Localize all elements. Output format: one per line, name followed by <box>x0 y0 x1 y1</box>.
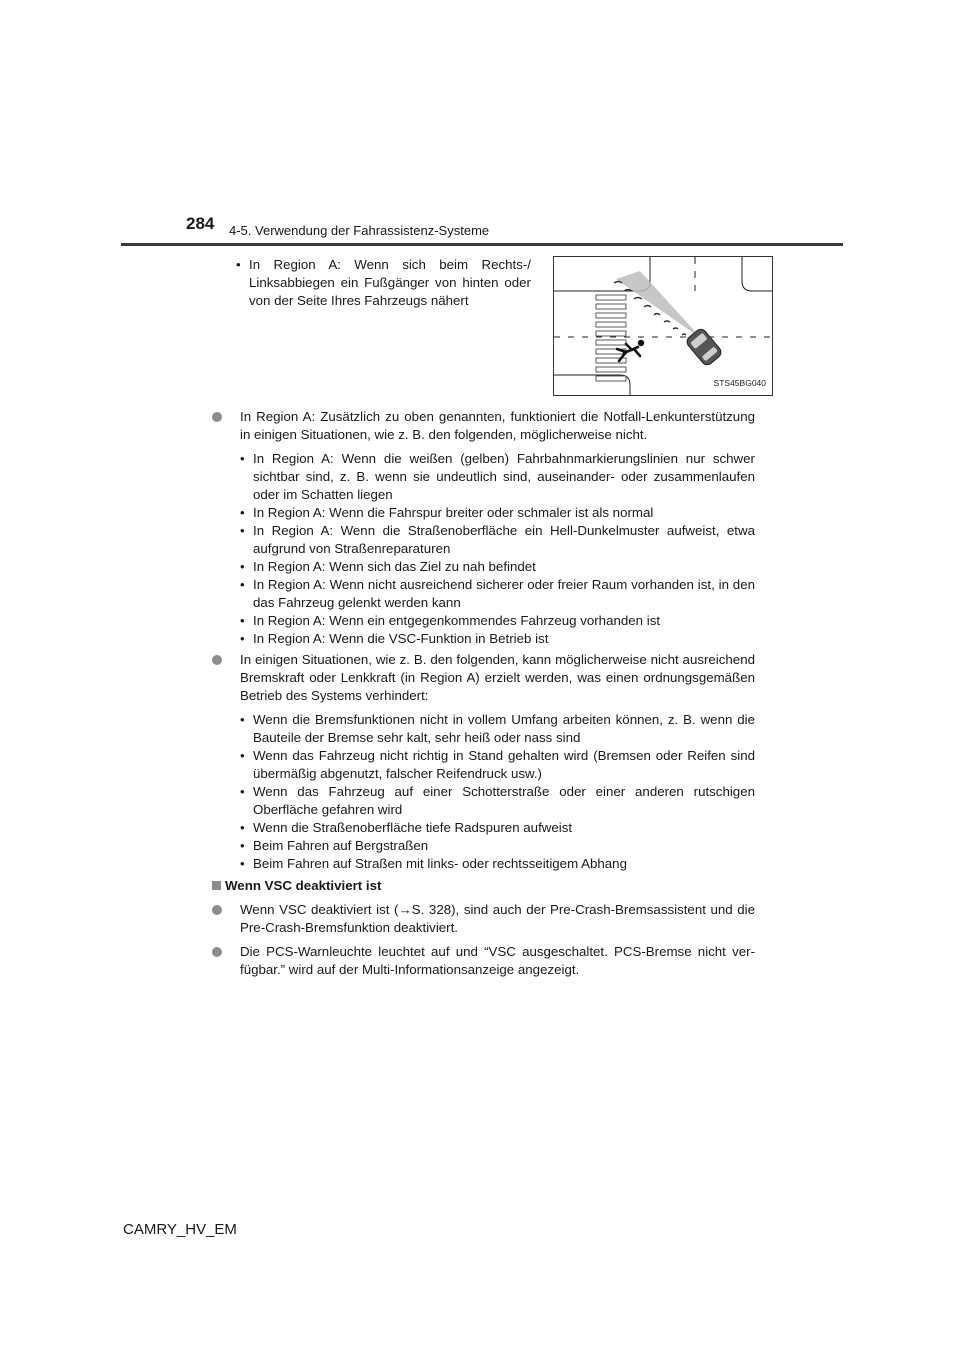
sub-item-text: In Region A: Wenn nicht ausreichend sicherer oder freier Raum vorhanden ist, in den das Fahrzeug gelenkt werden kann <box>253 577 755 610</box>
sub-item <box>240 819 755 837</box>
sub-item <box>240 558 755 576</box>
circle-bullet-icon <box>212 655 222 665</box>
bullet-dot: • <box>240 748 245 763</box>
sub-item-text: Wenn die Straßenoberfläche tiefe Radspuren aufweist <box>253 820 573 835</box>
sub-item-text: In Region A: Wenn die Straßenoberfläche ein Hell-Dunkelmuster aufweist, etwa aufgrund von Straßenreparaturen <box>253 523 755 556</box>
intro-bullet-text: In Region A: Wenn sich beim Rechts-/ Linksabbiegen ein Fußgänger von hinten oder von der Seite Ihres Fahrzeugs nähert <box>249 257 531 308</box>
sub-item <box>240 837 755 855</box>
info-item-text: Die PCS-Warnleuchte leuchtet auf und “VSC ausgeschaltet. PCS-Bremse nicht verfügbar.” wird auf der Multi-Informationsanzeige angezeigt. <box>240 944 755 977</box>
header-rule <box>121 243 843 246</box>
sub-item <box>240 711 755 747</box>
section-heading <box>212 877 755 895</box>
sub-list <box>240 450 755 648</box>
bullet-dot: • <box>240 613 245 628</box>
sub-item-text: In Region A: Wenn die weißen (gelben) Fahrbahnmarkierungslinien nur schwer sichtbar sind, z. B. wenn sie undeutlich sind, auseinander- oder zusammenlaufen oder im Schatten liegen <box>253 451 755 502</box>
figure-code: STS45BG040 <box>713 378 766 388</box>
pedestrian-crossing-figure <box>553 256 773 396</box>
sub-item-text: In Region A: Wenn die VSC-Funktion in Betrieb ist <box>253 631 549 646</box>
bullet-dot: • <box>240 631 245 646</box>
sub-item <box>240 783 755 819</box>
sub-item <box>240 504 755 522</box>
circle-bullet-icon <box>212 412 222 422</box>
bullet-dot: • <box>240 784 245 799</box>
page-content <box>212 256 766 985</box>
info-item-text: In einigen Situationen, wie z. B. den folgenden, kann möglicherweise nicht ausreichend Bremskraft oder Lenkkraft (in Region A) erzielt werden, was einen ordnungsgemäßen Betrieb des Systems verhindert: <box>240 652 755 703</box>
car-icon <box>685 327 724 367</box>
intro-bullet <box>236 256 531 310</box>
zebra-crossing <box>596 295 626 381</box>
bullet-dot: • <box>240 451 245 466</box>
sensor-cone <box>616 271 702 339</box>
page-number: 284 <box>186 214 215 233</box>
section-title: 4-5. Verwendung der Fahrassistenz-Systeme <box>229 223 490 238</box>
sub-item <box>240 855 755 873</box>
sub-item <box>240 576 755 612</box>
info-item-text: Wenn VSC deaktiviert ist (→S. 328), sind auch der Pre-Crash-Bremsassistent und die Pre-Crash-Bremsfunktion deaktiviert. <box>240 902 755 935</box>
info-item <box>212 901 755 937</box>
info-item <box>212 651 755 705</box>
sub-item <box>240 747 755 783</box>
sub-item-text: Beim Fahren auf Bergstraßen <box>253 838 429 853</box>
sub-item-text: In Region A: Wenn die Fahrspur breiter oder schmaler ist als normal <box>253 505 654 520</box>
sub-item <box>240 630 755 648</box>
bullet-dot: • <box>240 523 245 538</box>
info-item <box>212 943 755 979</box>
bullet-dot: • <box>240 577 245 592</box>
sub-item-text: In Region A: Wenn sich das Ziel zu nah befindet <box>253 559 536 574</box>
sub-item-text: Wenn das Fahrzeug nicht richtig in Stand gehalten wird (Bremsen oder Reifen sind übermäßig abgenutzt, falscher Reifendruck usw.) <box>253 748 755 781</box>
bullet-dot: • <box>240 505 245 520</box>
sub-item <box>240 522 755 558</box>
bullet-dot: • <box>236 257 241 272</box>
info-item-text: In Region A: Zusätzlich zu oben genannten, funktioniert die Notfall-Lenkunterstützung in einigen Situationen, wie z. B. den folgenden, möglicherweise nicht. <box>240 409 755 442</box>
sub-item <box>240 450 755 504</box>
sub-item-text: Wenn das Fahrzeug auf einer Schotterstraße oder einer anderen rutschigen Oberfläche gefahren wird <box>253 784 755 817</box>
section-heading-text: Wenn VSC deaktiviert ist <box>225 878 382 893</box>
sub-list <box>240 711 755 873</box>
circle-bullet-icon <box>212 947 222 957</box>
bullet-dot: • <box>240 559 245 574</box>
info-item <box>212 408 755 444</box>
intro-block <box>212 256 766 396</box>
sub-item-text: Wenn die Bremsfunktionen nicht in vollem Umfang arbeiten können, z. B. wenn die Bauteile der Bremse sehr kalt, sehr heiß oder nass sind <box>253 712 755 745</box>
bullet-dot: • <box>240 712 245 727</box>
sub-item <box>240 612 755 630</box>
bullet-dot: • <box>240 820 245 835</box>
bullet-dot: • <box>240 856 245 871</box>
circle-bullet-icon <box>212 905 222 915</box>
sub-item-text: In Region A: Wenn ein entgegenkommendes Fahrzeug vorhanden ist <box>253 613 661 628</box>
sub-item-text: Beim Fahren auf Straßen mit links- oder rechtsseitigem Abhang <box>253 856 627 871</box>
square-bullet-icon <box>212 881 221 890</box>
footer-code: CAMRY_HV_EM <box>123 1221 237 1238</box>
bullet-dot: • <box>240 838 245 853</box>
